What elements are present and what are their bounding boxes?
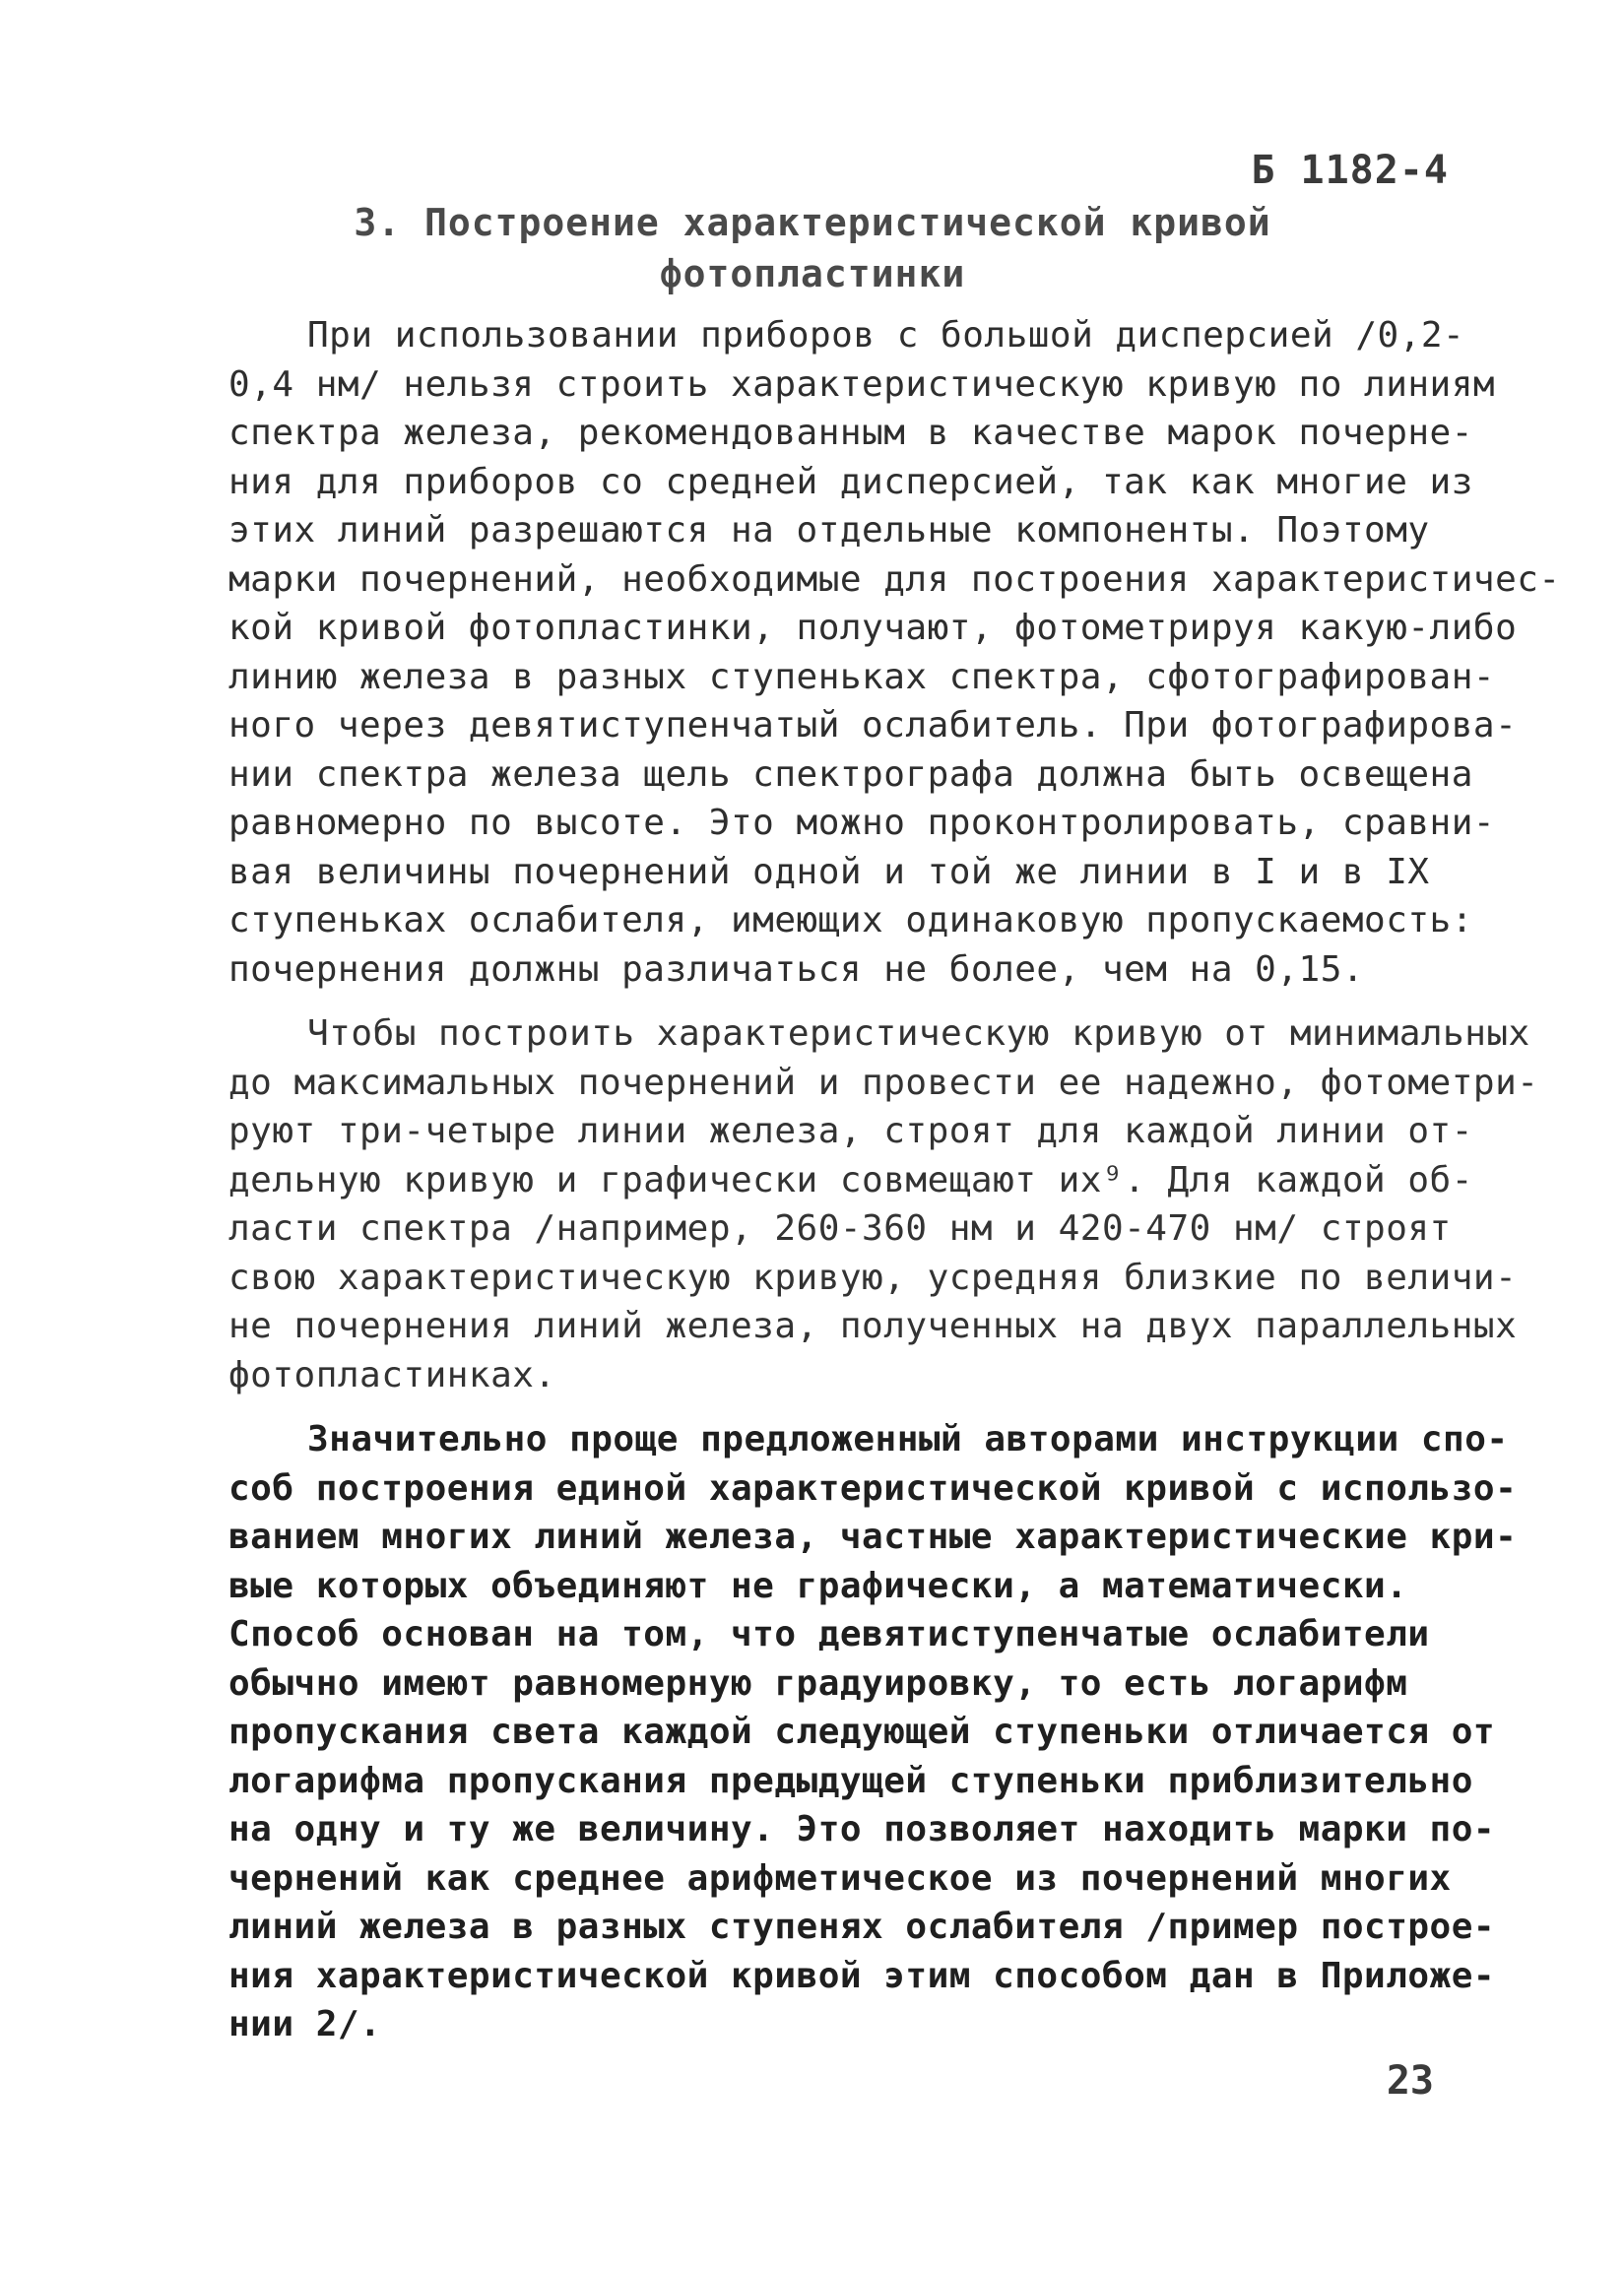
section-heading-line: 3. Построение характеристической кривой [354,201,1271,244]
text-line: ния для приборов со средней дисперсией, так как многие из [228,461,1473,502]
text-line: марки почернений, необходимые для построения характеристичес- [228,558,1561,600]
text-line: кой кривой фотопластинки, получают, фотометрируя какую-либо [228,608,1518,648]
document-code: Б 1182-4 [1251,148,1449,193]
text-line: 0,4 нм/ нельзя строить характеристическую кривую по линиям [228,363,1496,405]
text-line: пропускания света каждой следующей ступеньки отличается от [228,1712,1496,1752]
text-line: до максимальных почернений и провести ее надежно, фотометри- [228,1062,1539,1103]
text-line: вые которых объединяют не графически, а математически. [228,1565,1408,1606]
text-line: линий железа в разных ступенях ослабителя /пример построе- [228,1907,1496,1947]
text-line: свою характеристическую кривую, усредняя близкие по величи- [228,1257,1518,1298]
text-line: спектра железа, рекомендованным в качестве марок почерне- [228,413,1473,453]
text-line: ласти спектра /например, 260-360 нм и 420-470 нм/ строят [228,1208,1452,1249]
text-line: этих линий разрешаются на отдельные компоненты. Поэтому [228,510,1430,551]
text-line: ступеньках ослабителя, имеющих одинаковую пропускаемость: [228,900,1473,940]
text-line: соб построения единой характеристической кривой с использо- [228,1467,1518,1509]
paragraph [228,1415,1518,2049]
text-line: вая величины почернений одной и той же линии в I и в IX [228,851,1430,892]
text-line: Способ основан на том, что девятиступенчатые ослабители [228,1614,1430,1654]
page-number: 23 [1386,2058,1434,2104]
text-line: линию железа в разных ступеньках спектра, сфотографирован- [228,656,1496,697]
text-line: ния характеристической кривой этим способом дан в Приложе- [228,1955,1496,1996]
body-text [228,311,1561,2065]
text-line: ного через девятиступенчатый ослабитель. При фотографирова- [228,705,1518,746]
section-heading [246,197,1379,299]
text-line: почернения должны различаться не более, чем на 0,15. [228,948,1365,990]
text-line: ванием многих линий железа, частные характеристические кри- [228,1517,1518,1557]
text-line: Чтобы построить характеристическую кривую от минимальных [307,1013,1530,1054]
text-line: нии спектра железа щель спектрографа должна быть освещена [228,753,1473,795]
section-heading-line: фотопластинки [659,252,966,295]
text-line: дельную кривую и графически совмещают их⁹. Для каждой об- [228,1159,1473,1200]
text-line: равномерно по высоте. Это можно проконтролировать, сравни- [228,803,1496,843]
text-line: фотопластинках. [228,1354,556,1395]
text-line: логарифма пропускания предыдущей ступеньки приблизительно [228,1760,1473,1801]
text-line: чернений как среднее арифметическое из почернений многих [228,1857,1452,1899]
text-line: Значительно проще предложенный авторами инструкции спо- [307,1419,1509,1459]
text-line: При использовании приборов с большой дисперсией /0,2- [307,315,1465,356]
paragraph [228,1009,1539,1399]
paragraph [228,311,1561,994]
text-line: руют три-четыре линии железа, строят для каждой линии от- [228,1111,1473,1151]
text-line: на одну и ту же величину. Это позволяет находить марки по- [228,1809,1496,1849]
text-line: не почернения линий железа, полученных на двух параллельных [228,1306,1518,1346]
text-line: обычно имеют равномерную градуировку, то есть логарифм [228,1662,1408,1704]
text-line: нии 2/. [228,2004,382,2044]
